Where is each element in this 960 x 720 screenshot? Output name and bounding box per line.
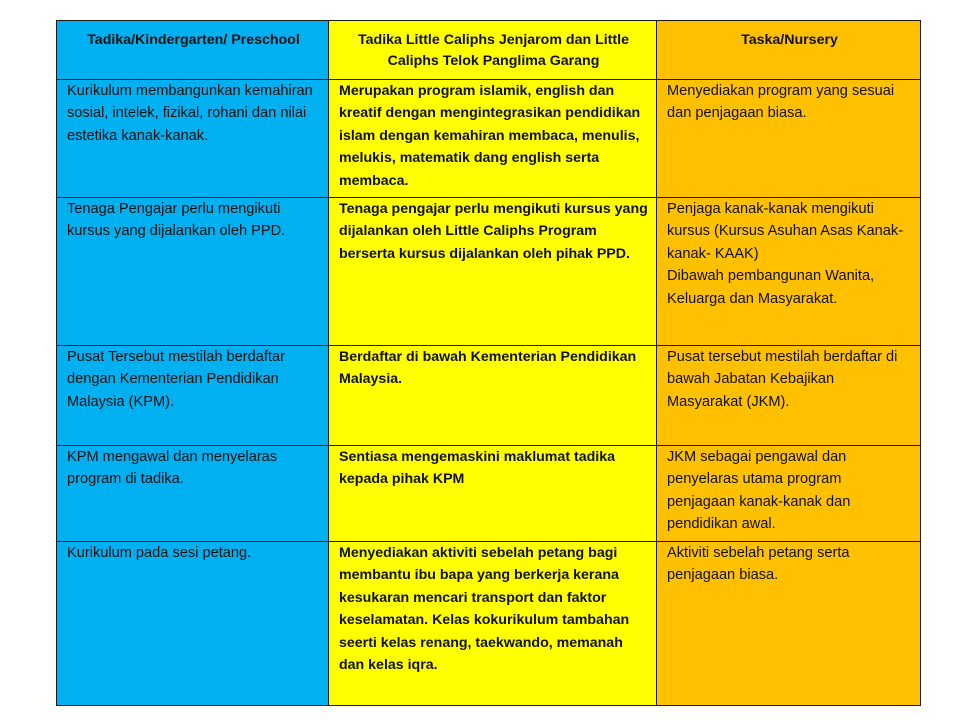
header-row — [57, 21, 921, 80]
header-nursery: Taska/Nursery — [657, 21, 921, 80]
comparison-table — [56, 20, 921, 706]
table-cell-little-caliphs: Tenaga pengajar perlu mengikuti kursus yang dijalankan oleh Little Caliphs Program berserta kursus dijalankan oleh pihak PPD. — [329, 198, 657, 346]
table-row — [57, 542, 921, 706]
table-row — [57, 198, 921, 346]
table-cell-nursery: Pusat tersebut mestilah berdaftar di bawah Jabatan Kebajikan Masyarakat (JKM). — [657, 346, 921, 446]
table-cell-kindergarten: Pusat Tersebut mestilah berdaftar dengan Kementerian Pendidikan Malaysia (KPM). — [57, 346, 329, 446]
table-cell-kindergarten: Kurikulum membangunkan kemahiran sosial, intelek, fizikal, rohani dan nilai estetika kanak-kanak. — [57, 80, 329, 198]
table-cell-little-caliphs: Merupakan program islamik, english dan kreatif dengan mengintegrasikan pendidikan islam dengan kemahiran membaca, menulis, melukis, matematik dang english serta membaca. — [329, 80, 657, 198]
table-cell-nursery: JKM sebagai pengawal dan penyelaras utama program penjagaan kanak-kanak dan pendidikan awal. — [657, 446, 921, 542]
table-cell-nursery: Aktiviti sebelah petang serta penjagaan biasa. — [657, 542, 921, 706]
table-cell-little-caliphs: Berdaftar di bawah Kementerian Pendidikan Malaysia. — [329, 346, 657, 446]
table-cell-kindergarten: Kurikulum pada sesi petang. — [57, 542, 329, 706]
table-cell-nursery: Penjaga kanak-kanak mengikuti kursus (Kursus Asuhan Asas Kanak-kanak- KAAK) Dibawah pembangunan Wanita, Keluarga dan Masyarakat. — [657, 198, 921, 346]
header-little-caliphs: Tadika Little Caliphs Jenjarom dan Little Caliphs Telok Panglima Garang — [329, 21, 657, 80]
table-cell-little-caliphs: Sentiasa mengemaskini maklumat tadika kepada pihak KPM — [329, 446, 657, 542]
header-kindergarten: Tadika/Kindergarten/ Preschool — [57, 21, 329, 80]
table-cell-little-caliphs: Menyediakan aktiviti sebelah petang bagi membantu ibu bapa yang berkerja kerana kesukaran mencari transport dan faktor keselamatan. Kelas kokurikulum tambahan seerti kelas renang, taekwando, memanah dan kelas iqra. — [329, 542, 657, 706]
table-cell-kindergarten: KPM mengawal dan menyelaras program di tadika. — [57, 446, 329, 542]
table-row — [57, 346, 921, 446]
table-row — [57, 446, 921, 542]
table-row — [57, 80, 921, 198]
table-cell-kindergarten: Tenaga Pengajar perlu mengikuti kursus yang dijalankan oleh PPD. — [57, 198, 329, 346]
table-cell-nursery: Menyediakan program yang sesuai dan penjagaan biasa. — [657, 80, 921, 198]
